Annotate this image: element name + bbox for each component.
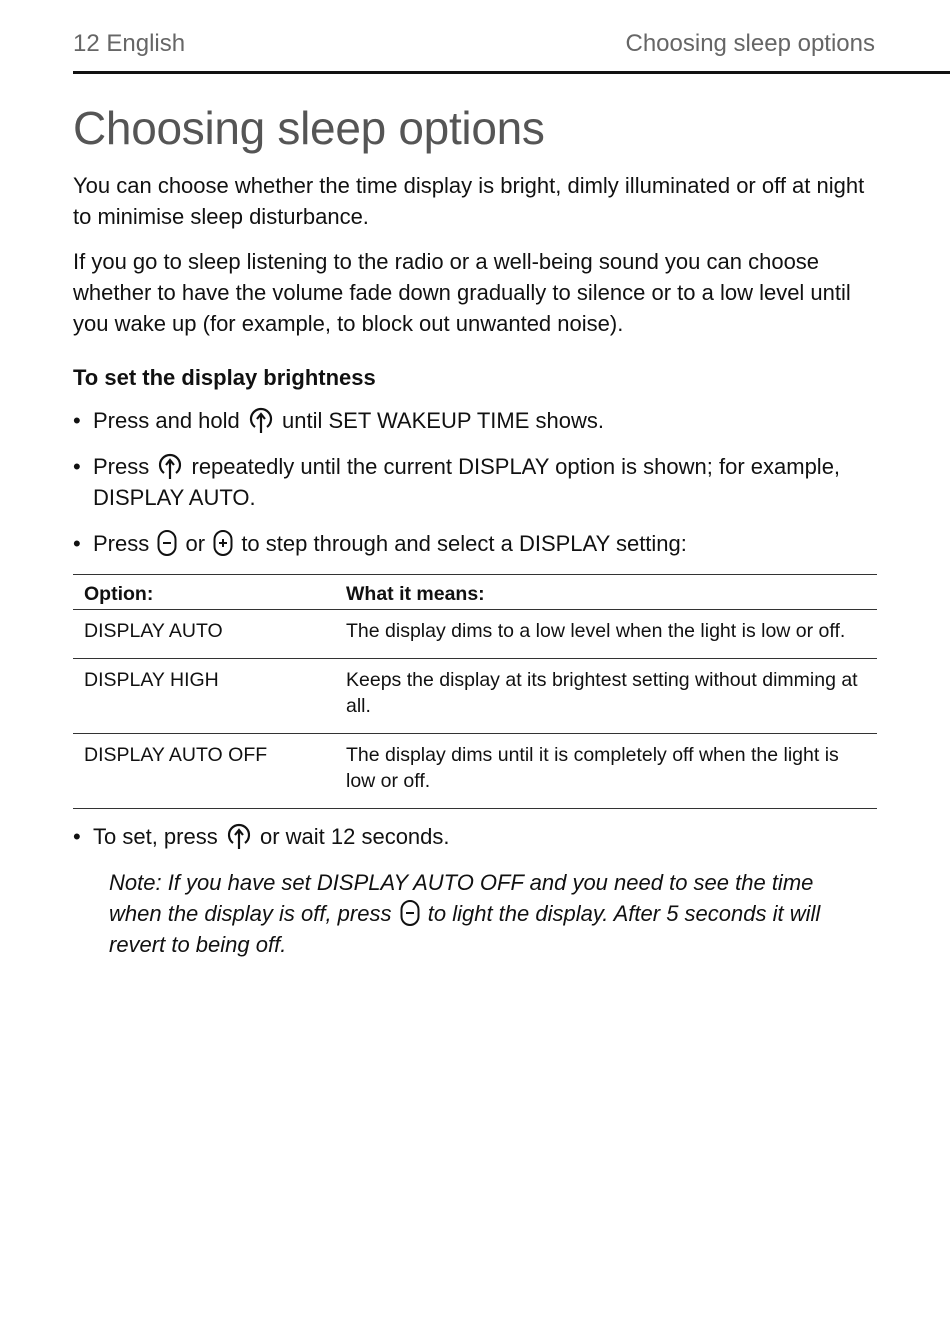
meaning-cell: The display dims to a low level when the light is low or off. [335,610,877,659]
table-row [73,659,877,734]
page-content [73,100,877,960]
running-title: Choosing sleep options [625,30,875,57]
meaning-cell: The display dims until it is completely off when the light is low or off. [346,744,839,792]
minus-button-icon [157,529,177,557]
section-heading: To set the display brightness [73,365,376,390]
step-item [73,528,877,559]
table-row [73,734,877,809]
minus-button-icon [400,899,420,927]
select-knob-icon [157,452,183,480]
bullet-icon: • [73,408,81,433]
bullet-icon: • [73,824,81,849]
intro-paragraph-1: You can choose whether the time display is bright, dimly illuminated or off at night to minimise sleep disturbance. [73,173,865,229]
step-text: until SET WAKEUP TIME shows. [282,408,604,433]
step-text: repeatedly until the current DISPLAY option is shown; for example, DISPLAY AUTO. [93,454,841,510]
option-cell: DISPLAY HIGH [73,659,335,734]
step-item [73,405,877,436]
page-number-label: 12 English [73,30,186,57]
step-text: To set, press [93,824,218,849]
step-item [73,451,877,513]
step-text: Press [93,454,150,479]
step-text: or [185,531,206,556]
column-header-meaning: What it means: [335,575,877,610]
bullet-icon: • [73,454,81,479]
meaning-cell: Keeps the display at its brightest setting without dimming at all. [335,659,877,734]
note-text-part: Note: If you have set DISPLAY AUTO OFF and you need to see the time when the display is off, press [109,870,814,926]
display-options-table [73,574,877,809]
table-row [73,610,877,659]
select-knob-icon [248,406,274,434]
header-divider [73,71,950,74]
column-header-option: Option: [73,575,335,610]
option-cell: DISPLAY AUTO [73,610,335,659]
plus-button-icon [213,529,233,557]
option-cell: DISPLAY AUTO OFF [84,744,268,766]
select-knob-icon [226,822,252,850]
table-header-row [73,575,877,610]
bullet-icon: • [73,531,81,556]
step-text: Press [93,531,150,556]
steps-list [73,405,877,559]
step-text: to step through and select a DISPLAY setting: [241,531,687,556]
intro-paragraph-2: If you go to sleep listening to the radio or a well-being sound you can choose whether to have the volume fade down gradually to silence or to a low level until you wake up (for example, to block out unwanted noise). [73,249,851,336]
page-title: Choosing sleep options [73,102,545,154]
step-text: or wait 12 seconds. [259,824,450,849]
final-steps-list [73,821,877,852]
step-item [73,821,877,852]
page-header [73,30,875,66]
step-text: Press and hold [93,408,240,433]
note-text [109,867,829,960]
note-text-part: to light the display. After 5 seconds it will revert to being off. [109,901,821,957]
